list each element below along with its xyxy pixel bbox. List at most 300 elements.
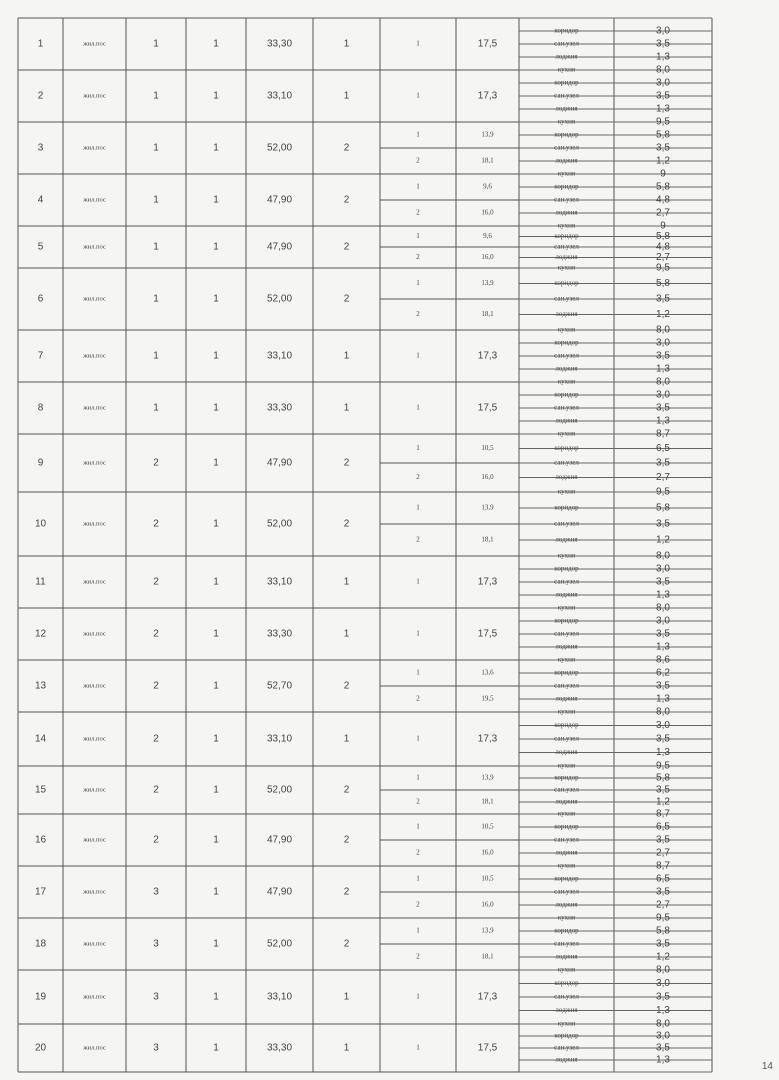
floor-value: 1 — [153, 90, 159, 102]
living-room-number: 2 — [416, 900, 420, 909]
section-value: 1 — [213, 142, 219, 154]
aux-room-area: 3,5 — [656, 518, 670, 530]
living-room-number: 1 — [416, 444, 420, 453]
total-area: 33,10 — [266, 733, 293, 745]
aux-room-name: кухня — [557, 761, 576, 770]
aux-room-area: 1,3 — [656, 641, 670, 653]
living-room-number: 1 — [416, 668, 420, 677]
apartment-number: 14 — [34, 733, 47, 745]
living-room-number: 1 — [416, 182, 420, 191]
aux-room-area: 9 — [660, 220, 666, 232]
premise-type: жил.пос — [83, 735, 106, 743]
room-count: 2 — [343, 834, 350, 846]
aux-room-name: лоджия — [555, 848, 578, 857]
total-area: 47,90 — [266, 194, 293, 206]
aux-room-name: лоджия — [555, 104, 578, 113]
total-area: 47,90 — [266, 834, 293, 846]
aux-room-area: 8,0 — [656, 1018, 670, 1030]
aux-room-name: кухня — [557, 603, 576, 612]
apartment-number: 8 — [37, 402, 44, 414]
section-value: 1 — [213, 402, 219, 414]
section-value: 1 — [213, 518, 219, 530]
aux-room-area: 1,3 — [656, 589, 670, 601]
aux-room-name: кухня — [557, 325, 576, 334]
premise-type: жил.пос — [83, 404, 106, 412]
aux-room-name: кухня — [557, 655, 576, 664]
apartment-number: 4 — [37, 194, 44, 206]
aux-room-area: 1,3 — [656, 363, 670, 375]
living-room-number: 1 — [416, 926, 420, 935]
aux-room-area: 6,5 — [656, 443, 670, 455]
aux-room-area: 6,5 — [656, 873, 670, 885]
floor-value: 2 — [153, 733, 159, 745]
living-room-area: 17,5 — [477, 38, 498, 50]
premise-type: жил.пос — [83, 295, 106, 303]
living-room-number: 2 — [416, 473, 420, 482]
aux-room-name: кухня — [557, 707, 576, 716]
aux-room-name: кухня — [557, 117, 576, 126]
living-room-number: 1 — [416, 351, 420, 360]
living-room-area: 13,9 — [481, 503, 494, 512]
total-area: 47,90 — [266, 886, 293, 898]
room-count: 1 — [343, 733, 350, 745]
total-area: 52,00 — [266, 293, 293, 305]
page-number: 14 — [761, 1061, 773, 1072]
aux-room-name: кухня — [557, 377, 576, 386]
aux-room-area: 1,2 — [656, 155, 670, 167]
living-room-area: 17,3 — [477, 733, 498, 745]
total-area: 33,30 — [266, 38, 293, 50]
premise-type: жил.пос — [83, 993, 106, 1001]
living-room-number: 1 — [416, 734, 420, 743]
aux-room-name: коридор — [554, 232, 579, 241]
section-value: 1 — [213, 293, 219, 305]
aux-room-area: 2,7 — [656, 252, 670, 264]
living-room-area: 17,5 — [477, 628, 498, 640]
aux-room-name: лоджия — [555, 1006, 578, 1015]
apartment-number: 11 — [35, 576, 46, 588]
aux-room-name: коридор — [554, 503, 579, 512]
apartment-number: 6 — [37, 293, 44, 305]
floor-value: 3 — [153, 938, 159, 950]
section-value: 1 — [213, 784, 219, 796]
section-value: 1 — [213, 680, 219, 692]
apartment-number: 2 — [37, 90, 44, 102]
living-room-area: 17,5 — [477, 402, 498, 414]
apartment-number: 9 — [37, 457, 44, 469]
aux-room-area: 5,8 — [656, 925, 670, 937]
aux-room-name: лоджия — [555, 1055, 578, 1064]
floor-value: 1 — [153, 350, 159, 362]
room-count: 2 — [343, 938, 350, 950]
section-value: 1 — [213, 628, 219, 640]
aux-room-name: сан.узел — [554, 39, 579, 48]
aux-room-name: лоджия — [555, 52, 578, 61]
table-grid — [18, 18, 712, 1072]
premise-type: жил.пос — [83, 196, 106, 204]
living-room-number: 2 — [416, 156, 420, 165]
aux-room-name: сан.узел — [554, 91, 579, 100]
aux-room-area: 2,7 — [656, 472, 670, 484]
premise-type: жил.пос — [83, 630, 106, 638]
living-room-area: 16,0 — [481, 900, 494, 909]
room-count: 2 — [343, 142, 350, 154]
section-value: 1 — [213, 991, 219, 1003]
aux-room-name: коридор — [554, 979, 579, 988]
aux-room-name: коридор — [554, 926, 579, 935]
aux-room-name: коридор — [554, 279, 579, 288]
aux-room-name: коридор — [554, 338, 579, 347]
living-room-area: 17,3 — [477, 350, 498, 362]
section-value: 1 — [213, 886, 219, 898]
aux-room-name: сан.узел — [554, 458, 579, 467]
aux-room-area: 3,5 — [656, 680, 670, 692]
living-room-number: 1 — [416, 577, 420, 586]
floor-value: 2 — [153, 680, 159, 692]
total-area: 52,00 — [266, 142, 293, 154]
floor-value: 1 — [153, 142, 159, 154]
room-count: 2 — [343, 194, 350, 206]
living-room-number: 1 — [416, 279, 420, 288]
aux-room-area: 4,8 — [656, 241, 670, 253]
section-value: 1 — [213, 241, 219, 253]
aux-room-area: 3,5 — [656, 991, 670, 1003]
aux-room-name: лоджия — [555, 748, 578, 757]
aux-room-area: 8,7 — [656, 860, 670, 872]
aux-room-area: 2,7 — [656, 847, 670, 859]
premise-type: жил.пос — [83, 459, 106, 467]
aux-room-area: 8,0 — [656, 550, 670, 562]
aux-room-name: кухня — [557, 965, 576, 974]
aux-room-area: 5,8 — [656, 502, 670, 514]
aux-room-name: лоджия — [555, 535, 578, 544]
aux-room-area: 3,5 — [656, 938, 670, 950]
aux-room-name: кухня — [557, 913, 576, 922]
living-room-area: 19,5 — [481, 694, 494, 703]
aux-room-area: 8,7 — [656, 428, 670, 440]
room-count: 2 — [343, 518, 350, 530]
total-area: 33,30 — [266, 1042, 293, 1054]
aux-room-name: коридор — [554, 721, 579, 730]
apartment-number: 12 — [34, 628, 47, 640]
floor-value: 1 — [153, 241, 159, 253]
aux-room-name: лоджия — [555, 416, 578, 425]
aux-room-area: 3,5 — [656, 733, 670, 745]
aux-room-name: кухня — [557, 65, 576, 74]
aux-room-name: лоджия — [555, 473, 578, 482]
aux-room-name: сан.узел — [554, 939, 579, 948]
aux-room-name: сан.узел — [554, 1043, 579, 1052]
aux-room-name: лоджия — [555, 642, 578, 651]
aux-room-name: лоджия — [555, 952, 578, 961]
table-cells — [35, 26, 670, 1066]
aux-room-area: 9,5 — [656, 760, 670, 772]
aux-room-area: 3,5 — [656, 293, 670, 305]
aux-room-name: кухня — [557, 1019, 576, 1028]
apartment-number: 7 — [37, 350, 44, 362]
apartment-number: 20 — [34, 1042, 47, 1054]
total-area: 47,90 — [266, 241, 293, 253]
living-room-number: 1 — [416, 91, 420, 100]
aux-room-name: лоджия — [555, 694, 578, 703]
living-room-area: 13,9 — [481, 130, 494, 139]
aux-room-area: 1,3 — [656, 51, 670, 63]
aux-room-name: коридор — [554, 668, 579, 677]
aux-room-area: 5,8 — [656, 231, 670, 243]
aux-room-name: кухня — [557, 809, 576, 818]
aux-room-area: 4,8 — [656, 194, 670, 206]
aux-room-area: 3,5 — [656, 628, 670, 640]
living-room-number: 2 — [416, 253, 420, 262]
room-count: 2 — [343, 784, 350, 796]
aux-room-area: 8,0 — [656, 706, 670, 718]
aux-room-area: 3,0 — [656, 615, 670, 627]
section-value: 1 — [213, 834, 219, 846]
aux-room-area: 1,2 — [656, 534, 670, 546]
aux-room-name: сан.узел — [554, 294, 579, 303]
aux-room-area: 6,5 — [656, 821, 670, 833]
aux-room-area: 8,7 — [656, 808, 670, 820]
premise-type: жил.пос — [83, 682, 106, 690]
living-room-area: 16,0 — [481, 473, 494, 482]
aux-room-area: 3,5 — [656, 402, 670, 414]
total-area: 33,10 — [266, 90, 293, 102]
living-room-area: 17,3 — [477, 576, 498, 588]
aux-room-area: 5,8 — [656, 772, 670, 784]
living-room-area: 18,1 — [481, 797, 494, 806]
aux-room-area: 3,0 — [656, 563, 670, 575]
living-room-number: 1 — [416, 629, 420, 638]
total-area: 33,10 — [266, 991, 293, 1003]
floor-value: 2 — [153, 834, 159, 846]
room-count: 2 — [343, 886, 350, 898]
apartment-number: 16 — [34, 834, 47, 846]
total-area: 52,00 — [266, 784, 293, 796]
aux-room-name: сан.узел — [554, 887, 579, 896]
total-area: 33,10 — [266, 576, 293, 588]
total-area: 33,30 — [266, 402, 293, 414]
section-value: 1 — [213, 733, 219, 745]
living-room-number: 1 — [416, 130, 420, 139]
aux-room-name: лоджия — [555, 797, 578, 806]
aux-room-name: лоджия — [555, 310, 578, 319]
room-count: 1 — [343, 38, 350, 50]
living-room-area: 9,6 — [483, 182, 492, 191]
room-count: 2 — [343, 680, 350, 692]
aux-room-area: 3,5 — [656, 38, 670, 50]
aux-room-name: коридор — [554, 182, 579, 191]
aux-room-name: сан.узел — [554, 577, 579, 586]
living-room-number: 2 — [416, 208, 420, 217]
total-area: 52,00 — [266, 518, 293, 530]
aux-room-area: 3,5 — [656, 457, 670, 469]
aux-room-name: коридор — [554, 26, 579, 35]
apartment-number: 10 — [34, 518, 47, 530]
aux-room-name: сан.узел — [554, 519, 579, 528]
aux-room-name: коридор — [554, 616, 579, 625]
aux-room-area: 6,2 — [656, 667, 670, 679]
aux-room-name: сан.узел — [554, 835, 579, 844]
floor-value: 2 — [153, 576, 159, 588]
section-value: 1 — [213, 576, 219, 588]
floor-value: 2 — [153, 628, 159, 640]
aux-room-area: 3,0 — [656, 978, 670, 990]
floor-value: 3 — [153, 991, 159, 1003]
living-room-number: 2 — [416, 535, 420, 544]
aux-room-name: коридор — [554, 564, 579, 573]
aux-room-name: коридор — [554, 773, 579, 782]
aux-room-area: 1,3 — [656, 1005, 670, 1017]
aux-room-area: 3,0 — [656, 337, 670, 349]
aux-room-area: 2,7 — [656, 899, 670, 911]
premise-type: жил.пос — [83, 940, 106, 948]
living-room-area: 18,1 — [481, 952, 494, 961]
aux-room-area: 9,5 — [656, 262, 670, 274]
aux-room-name: сан.узел — [554, 195, 579, 204]
living-room-area: 13,9 — [481, 926, 494, 935]
living-room-area: 13,9 — [481, 773, 494, 782]
aux-room-area: 5,8 — [656, 129, 670, 141]
floor-value: 1 — [153, 293, 159, 305]
room-count: 2 — [343, 293, 350, 305]
aux-room-area: 3,5 — [656, 886, 670, 898]
total-area: 52,00 — [266, 938, 293, 950]
living-room-number: 1 — [416, 992, 420, 1001]
apartment-number: 19 — [34, 991, 47, 1003]
aux-room-name: кухня — [557, 221, 576, 230]
aux-room-name: кухня — [557, 551, 576, 560]
aux-room-name: сан.узел — [554, 681, 579, 690]
aux-room-area: 1,2 — [656, 309, 670, 321]
living-room-area: 18,1 — [481, 310, 494, 319]
aux-room-area: 1,2 — [656, 951, 670, 963]
aux-room-area: 1,3 — [656, 103, 670, 115]
aux-room-name: лоджия — [555, 364, 578, 373]
aux-room-name: сан.узел — [554, 242, 579, 251]
floor-value: 2 — [153, 457, 159, 469]
aux-room-area: 9,5 — [656, 116, 670, 128]
premise-type: жил.пос — [83, 40, 106, 48]
aux-room-name: сан.узел — [554, 734, 579, 743]
premise-type: жил.пос — [83, 786, 106, 794]
aux-room-name: коридор — [554, 444, 579, 453]
aux-room-area: 3,5 — [656, 90, 670, 102]
room-count: 1 — [343, 90, 350, 102]
floor-value: 1 — [153, 402, 159, 414]
aux-room-area: 5,8 — [656, 181, 670, 193]
aux-room-name: лоджия — [555, 156, 578, 165]
aux-room-area: 1,3 — [656, 693, 670, 705]
aux-room-area: 3,0 — [656, 720, 670, 732]
aux-room-name: коридор — [554, 822, 579, 831]
aux-room-name: кухня — [557, 861, 576, 870]
living-room-number: 1 — [416, 1043, 420, 1052]
room-count: 1 — [343, 628, 350, 640]
apartment-number: 13 — [34, 680, 47, 692]
aux-room-area: 3,0 — [656, 389, 670, 401]
aux-room-name: коридор — [554, 130, 579, 139]
room-count: 2 — [343, 457, 350, 469]
floor-value: 3 — [153, 886, 159, 898]
aux-room-area: 9,5 — [656, 912, 670, 924]
aux-room-area: 1,3 — [656, 415, 670, 427]
aux-room-area: 3,0 — [656, 25, 670, 37]
room-count: 1 — [343, 1042, 350, 1054]
floor-value: 2 — [153, 784, 159, 796]
premise-type: жил.пос — [83, 888, 106, 896]
aux-room-area: 8,0 — [656, 602, 670, 614]
living-room-area: 10,5 — [481, 444, 494, 453]
floor-value: 3 — [153, 1042, 159, 1054]
premise-type: жил.пос — [83, 578, 106, 586]
aux-room-name: кухня — [557, 429, 576, 438]
room-count: 1 — [343, 991, 350, 1003]
living-room-area: 18,1 — [481, 535, 494, 544]
aux-room-area: 3,5 — [656, 576, 670, 588]
aux-room-name: сан.узел — [554, 785, 579, 794]
aux-room-name: лоджия — [555, 590, 578, 599]
premise-type: жил.пос — [83, 836, 106, 844]
aux-room-name: лоджия — [555, 208, 578, 217]
aux-room-area: 3,5 — [656, 834, 670, 846]
living-room-area: 10,5 — [481, 874, 494, 883]
aux-room-name: сан.узел — [554, 351, 579, 360]
premise-type: жил.пос — [83, 243, 106, 251]
living-room-number: 2 — [416, 797, 420, 806]
living-room-area: 16,0 — [481, 848, 494, 857]
living-room-area: 17,3 — [477, 90, 498, 102]
aux-room-area: 3,5 — [656, 350, 670, 362]
aux-room-area: 9 — [660, 168, 666, 180]
living-room-area: 17,5 — [477, 1042, 498, 1054]
premise-type: жил.пос — [83, 520, 106, 528]
apartment-number: 5 — [37, 241, 44, 253]
aux-room-name: кухня — [557, 487, 576, 496]
aux-room-area: 2,7 — [656, 207, 670, 219]
section-value: 1 — [213, 194, 219, 206]
floor-value: 1 — [153, 194, 159, 206]
aux-room-area: 1,3 — [656, 1054, 670, 1066]
living-room-number: 1 — [416, 232, 420, 241]
aux-room-area: 1,2 — [656, 796, 670, 808]
section-value: 1 — [213, 457, 219, 469]
section-value: 1 — [213, 938, 219, 950]
aux-room-name: коридор — [554, 1031, 579, 1040]
living-room-number: 2 — [416, 310, 420, 319]
aux-room-area: 3,5 — [656, 1042, 670, 1054]
living-room-number: 1 — [416, 403, 420, 412]
living-room-number: 1 — [416, 503, 420, 512]
living-room-area: 13,6 — [481, 668, 494, 677]
room-count: 1 — [343, 576, 350, 588]
aux-room-area: 5,8 — [656, 278, 670, 290]
living-room-number: 1 — [416, 39, 420, 48]
aux-room-area: 8,0 — [656, 324, 670, 336]
living-room-area: 17,3 — [477, 991, 498, 1003]
apartment-number: 15 — [34, 784, 47, 796]
floor-value: 1 — [153, 38, 159, 50]
aux-room-name: коридор — [554, 874, 579, 883]
aux-room-area: 8,6 — [656, 654, 670, 666]
living-room-area: 13,9 — [481, 279, 494, 288]
living-room-number: 1 — [416, 773, 420, 782]
floor-value: 2 — [153, 518, 159, 530]
living-room-area: 10,5 — [481, 822, 494, 831]
total-area: 33,30 — [266, 628, 293, 640]
apartment-number: 18 — [34, 938, 47, 950]
living-room-number: 2 — [416, 952, 420, 961]
aux-room-name: сан.узел — [554, 143, 579, 152]
